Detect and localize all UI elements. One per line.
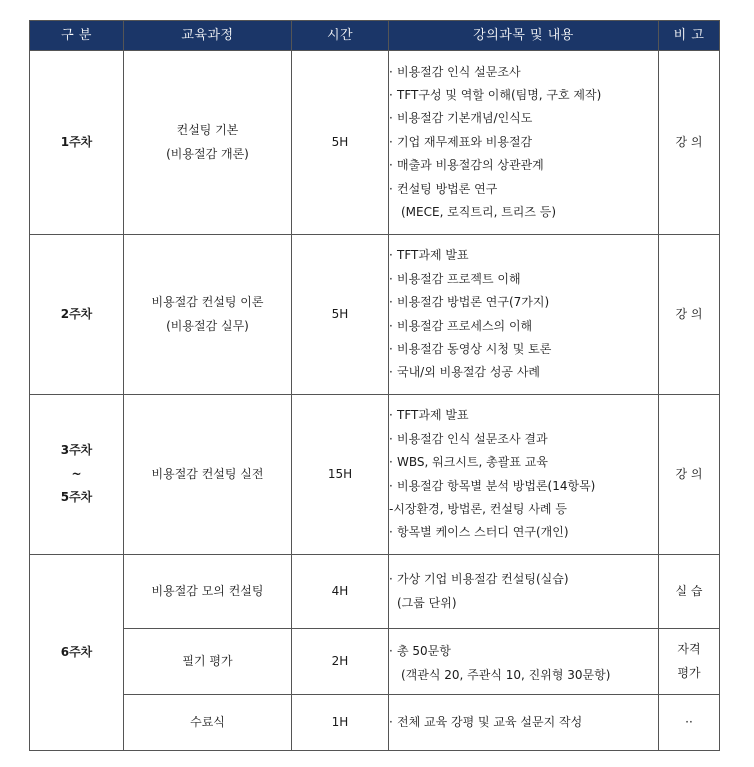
note-cell: 강 의 [659,51,720,235]
course-cell: 비용절감 컨설팅 이론 (비용절감 실무) [124,235,292,395]
note-cell: ·· [659,695,720,751]
content-line: (객관식 20, 주관식 10, 진위형 30문항) [401,667,611,682]
week-cell: 3주차 ~ 5주차 [30,395,124,555]
course-cell: 비용절감 컨설팅 실전 [124,395,292,555]
content-line: (MECE, 로직트리, 트리즈 등) [401,205,557,220]
content-line: · 비용절감 방법론 연구(7가지) [389,295,550,310]
content-line: · TFT과제 발표 [389,248,469,263]
content-line: -시장환경, 방법론, 컨설팅 사례 등 [389,501,567,516]
content-line: · 비용절감 인식 설문조사 [389,64,521,79]
content-line: · 비용절감 동영상 시청 및 토론 [389,341,552,356]
hours-cell: 5H [292,51,389,235]
hours-cell: 15H [292,395,389,555]
header-content: 강의과목 및 내용 [389,21,659,51]
table-row [30,235,720,395]
header-hours: 시간 [292,21,389,51]
content-cell [389,629,659,695]
content-line: · 비용절감 프로세스의 이해 [389,318,533,333]
content-line: · 컨설팅 방법론 연구 [389,181,498,196]
week-cell: 2주차 [30,235,124,395]
note-cell: 강 의 [659,395,720,555]
content-line: · 비용절감 기본개념/인식도 [389,111,533,126]
content-cell [389,51,659,235]
hours-cell: 1H [292,695,389,751]
content-line: · 국내/외 비용절감 성공 사례 [389,365,540,380]
content-line: · 총 50문항 [389,644,451,659]
course-cell: 비용절감 모의 컨설팅 [124,555,292,629]
content-line: · 비용절감 프로젝트 이해 [389,271,521,286]
content-line: · 기업 재무제표와 비용절감 [389,134,533,149]
header-row [30,21,720,51]
content-cell [389,695,659,751]
course-cell: 필기 평가 [124,629,292,695]
hours-cell: 5H [292,235,389,395]
content-line: (그룹 단위) [397,595,457,610]
table-row [30,555,720,629]
content-line: · 비용절감 인식 설문조사 결과 [389,431,548,446]
content-line: · TFT구성 및 역할 이해(팀명, 구호 제작) [389,87,602,102]
course-cell: 수료식 [124,695,292,751]
content-cell [389,395,659,555]
content-line: · TFT과제 발표 [389,408,469,423]
note-cell: 자격 평가 [659,629,720,695]
header-note: 비 고 [659,21,720,51]
table-row [30,695,720,751]
note-cell: 실 습 [659,555,720,629]
content-line: · 가상 기업 비용절감 컨설팅(실습) [389,572,569,587]
week-cell: 6주차 [30,555,124,751]
content-line: · WBS, 워크시트, 총괄표 교육 [389,455,548,470]
header-course: 교육과정 [124,21,292,51]
note-cell: 강 의 [659,235,720,395]
content-line: · 전체 교육 강평 및 교육 설문지 작성 [389,714,583,729]
course-cell: 컨설팅 기본 (비용절감 개론) [124,51,292,235]
hours-cell: 2H [292,629,389,695]
hours-cell: 4H [292,555,389,629]
week-cell: 1주차 [30,51,124,235]
table-row [30,629,720,695]
content-line: · 매출과 비용절감의 상관관계 [389,158,544,173]
content-line: · 비용절감 항목별 분석 방법론(14항목) [389,478,596,493]
content-cell [389,235,659,395]
training-schedule-table [29,20,720,751]
header-week: 구 분 [30,21,124,51]
content-line: · 항목별 케이스 스터디 연구(개인) [389,525,569,540]
table-row [30,395,720,555]
table-row [30,51,720,235]
content-cell [389,555,659,629]
